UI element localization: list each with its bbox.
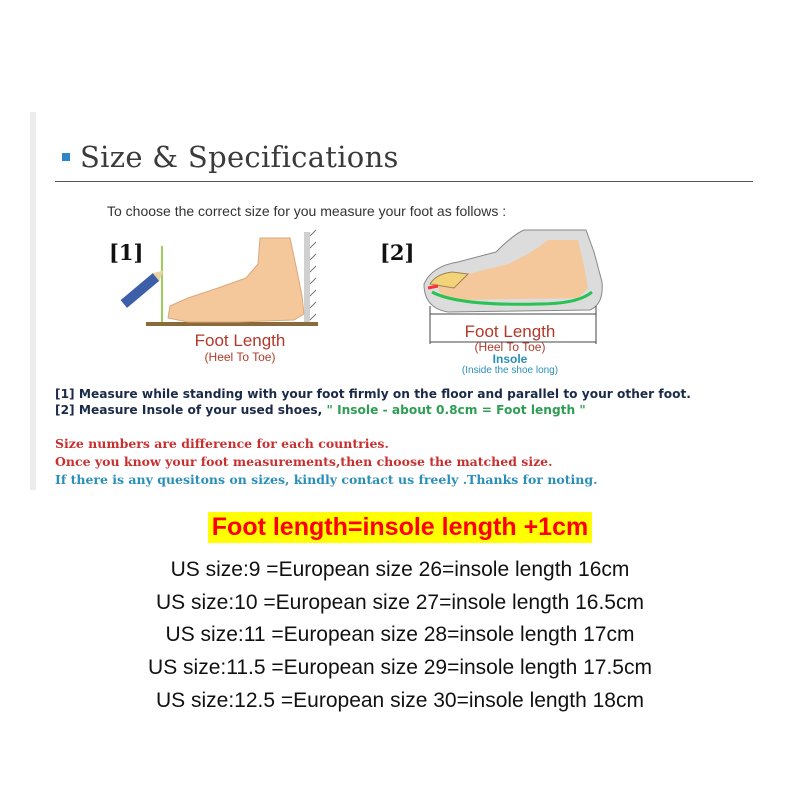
size-row: US size:11.5 =European size 29=insole length 17.5cm — [148, 656, 652, 679]
size-contact-note: If there is any quesitons on sizes, kindly contact us freely .Thanks for noting. — [55, 472, 598, 487]
headline-row — [0, 512, 800, 543]
heading-bullet-icon — [62, 153, 70, 161]
figure-2-insole-label: Insole — [492, 352, 528, 366]
size-warning-2: Once you know your foot measurements,then choose the matched size. — [55, 454, 553, 469]
figure-2-subcaption: (Heel To Toe) — [474, 340, 546, 354]
heading-divider — [55, 181, 753, 182]
foot-measure-illustration — [118, 226, 328, 338]
size-row: US size:9 =European size 26=insole length 16cm — [170, 558, 630, 581]
figure-1-label: [1] — [109, 240, 144, 265]
size-row: US size:10 =European size 27=insole length 16.5cm — [156, 591, 644, 614]
figure-1-caption: Foot Length — [194, 331, 286, 350]
figure-2-label: [2] — [380, 240, 415, 265]
measure-note-2-text: [2] Measure Insole of your used shoes, — [55, 403, 327, 417]
figure-2-caption: Foot Length — [464, 322, 556, 341]
spec-heading — [62, 140, 399, 174]
measure-note-2 — [55, 403, 586, 417]
size-row: US size:11 =European size 28=insole length 17cm — [165, 623, 635, 646]
measure-note-2-highlight: " Insole - about 0.8cm = Foot length " — [326, 403, 586, 417]
panel-left-border — [30, 112, 36, 490]
foot-length-headline: Foot length=insole length +1cm — [208, 512, 592, 543]
size-row: US size:12.5 =European size 30=insole length 18cm — [156, 689, 644, 712]
spec-title: Size & Specifications — [80, 140, 399, 174]
size-warning-1: Size numbers are difference for each countries. — [55, 436, 389, 451]
figure-2-insole-sublabel: (Inside the shoe long) — [461, 365, 559, 376]
figure-1-subcaption: (Heel To Toe) — [204, 350, 276, 364]
measure-note-1: [1] Measure while standing with your foot firmly on the floor and parallel to your other foot. — [55, 387, 691, 401]
measure-intro: To choose the correct size for you measure your foot as follows : — [107, 203, 507, 219]
